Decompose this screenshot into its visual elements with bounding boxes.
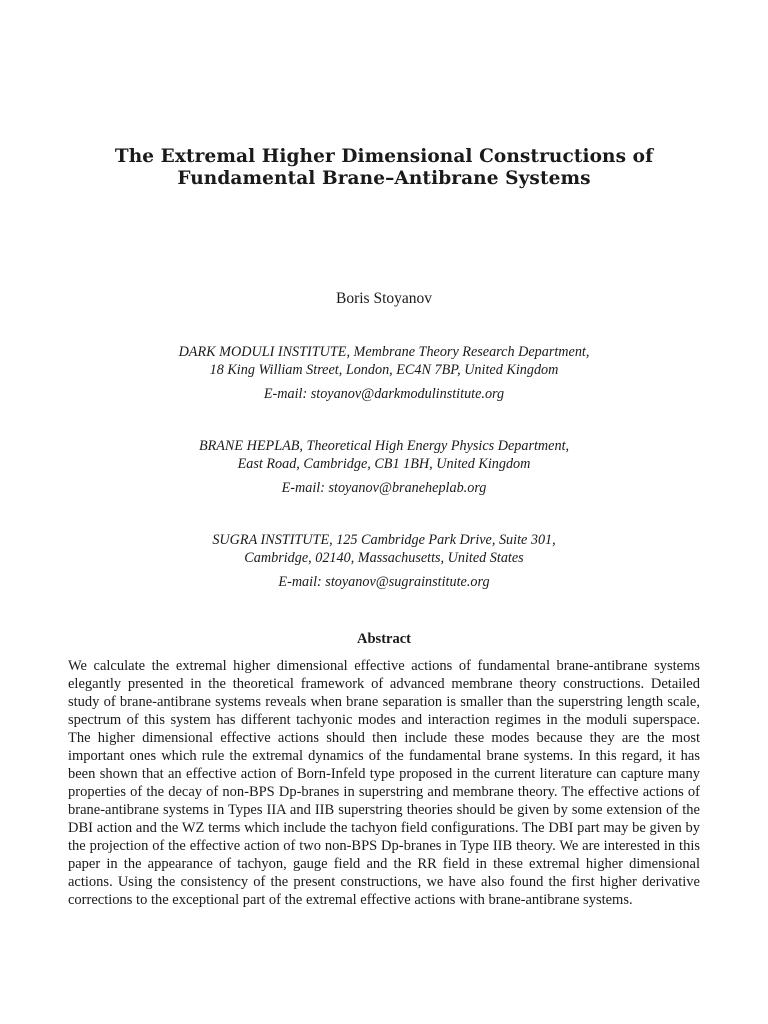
affiliation-line-2: 18 King William Street, London, EC4N 7BP, United Kingdom — [209, 362, 559, 378]
affiliation-dark-moduli — [0, 343, 768, 403]
affiliation-email: E-mail: stoyanov@braneheplab.org — [281, 480, 487, 496]
affiliation-email: E-mail: stoyanov@darkmodulinstitute.org — [263, 386, 505, 402]
affiliation-email: E-mail: stoyanov@sugrainstitute.org — [278, 574, 490, 590]
affiliation-brane-heplab — [0, 437, 768, 497]
affiliation-line-1: SUGRA INSTITUTE, 125 Cambridge Park Drive, Suite 301, — [212, 532, 556, 548]
title-line-2: Fundamental Brane–Antibrane Systems — [177, 168, 591, 189]
author-name: Boris Stoyanov — [335, 290, 433, 307]
affiliation-line-2: East Road, Cambridge, CB1 1BH, United Kingdom — [237, 456, 531, 472]
affiliation-line-2: Cambridge, 02140, Massachusetts, United States — [244, 550, 524, 566]
affiliation-sugra-institute — [0, 531, 768, 591]
paper-title — [0, 146, 768, 190]
affiliation-line-1: DARK MODULI INSTITUTE, Membrane Theory Research Department, — [178, 344, 590, 360]
title-line-1: The Extremal Higher Dimensional Constructions of — [114, 146, 654, 167]
abstract-body: We calculate the extremal higher dimensional effective actions of fundamental brane-antibrane systems elegantly presented in the theoretical framework of advanced membrane theory constructions. Detailed study of brane-antibrane systems reveals when brane separation is smaller than the superstring length scale, spectrum of this system has different tachyonic modes and interaction regimes in the moduli superspace. The higher dimensional effective actions should then include these modes because they are the most important ones which rule the extremal dynamics of the fundamental brane systems. In this regard, it has been shown that an effective action of Born-Infeld type proposed in the current literature can capture many properties of the decay of non-BPS Dp-branes in superstring and membrane theory. The effective actions of brane-antibrane systems in Types IIA and IIB superstring theories should be given by some extension of the DBI action and the WZ terms which include the tachyon field configurations. The DBI part may be given by the projection of the effective action of two non-BPS Dp-branes in Type IIB theory. We are interested in this paper in the appearance of tachyon, gauge field and the RR field in these extremal higher dimensional actions. Using the consistency of the present constructions, we have also found the first higher derivative corrections to the exceptional part of the extremal effective actions with brane-antibrane systems. — [68, 658, 700, 908]
abstract-heading: Abstract — [357, 631, 411, 647]
affiliation-line-1: BRANE HEPLAB, Theoretical High Energy Physics Department, — [198, 438, 570, 454]
